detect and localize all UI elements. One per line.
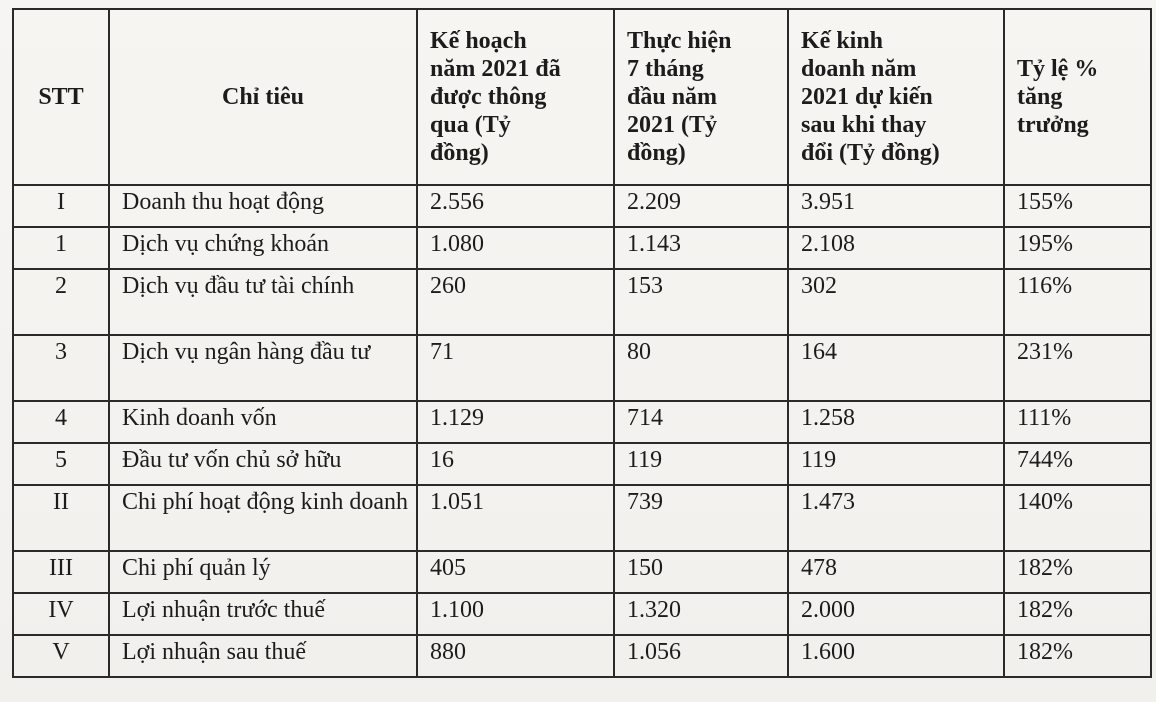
cell-ke-hoach: 1.080 [417, 227, 614, 269]
header-ke-kinh-doanh-line: Kế kinh [801, 28, 884, 54]
cell-ty-le: 140% [1004, 485, 1151, 551]
header-chi-tieu: Chỉ tiêu [109, 9, 417, 185]
cell-chi-tieu: Lợi nhuận sau thuế [109, 635, 417, 677]
header-ke-hoach-line: Kế hoạch [430, 28, 527, 54]
cell-ty-le: 111% [1004, 401, 1151, 443]
cell-chi-tieu: Đầu tư vốn chủ sở hữu [109, 443, 417, 485]
header-row [13, 9, 1151, 185]
cell-thuc-hien: 739 [614, 485, 788, 551]
cell-thuc-hien: 714 [614, 401, 788, 443]
cell-thuc-hien: 2.209 [614, 185, 788, 227]
cell-ke-hoach: 2.556 [417, 185, 614, 227]
table-row [13, 635, 1151, 677]
cell-ty-le: 182% [1004, 551, 1151, 593]
header-thuc-hien-line: 7 tháng [627, 56, 704, 82]
header-thuc-hien [614, 9, 788, 185]
cell-stt: 3 [13, 335, 109, 401]
cell-chi-tieu: Dịch vụ ngân hàng đầu tư [109, 335, 417, 401]
table-row [13, 593, 1151, 635]
cell-ke-hoach: 1.129 [417, 401, 614, 443]
cell-ty-le: 155% [1004, 185, 1151, 227]
cell-ty-le: 744% [1004, 443, 1151, 485]
cell-ke-hoach: 880 [417, 635, 614, 677]
header-ty-le-line: Tỷ lệ % [1017, 56, 1099, 82]
cell-thuc-hien: 119 [614, 443, 788, 485]
cell-ty-le: 182% [1004, 593, 1151, 635]
header-thuc-hien-line: 2021 (Tỷ [627, 112, 717, 138]
cell-ke-hoach: 71 [417, 335, 614, 401]
header-ke-kinh-doanh-line: doanh năm [801, 56, 917, 82]
cell-ke-kinh-doanh: 1.473 [788, 485, 1004, 551]
header-ty-le-line: trưởng [1017, 112, 1089, 138]
table-row [13, 335, 1151, 401]
cell-chi-tieu: Dịch vụ đầu tư tài chính [109, 269, 417, 335]
cell-ke-kinh-doanh: 164 [788, 335, 1004, 401]
header-ke-kinh-doanh-line: đổi (Tỷ đồng) [801, 140, 940, 166]
cell-ke-kinh-doanh: 478 [788, 551, 1004, 593]
header-ty-le [1004, 9, 1151, 185]
header-thuc-hien-line: đồng) [627, 140, 686, 166]
cell-ke-kinh-doanh: 1.258 [788, 401, 1004, 443]
cell-stt: III [13, 551, 109, 593]
cell-stt: V [13, 635, 109, 677]
cell-chi-tieu: Doanh thu hoạt động [109, 185, 417, 227]
cell-chi-tieu: Dịch vụ chứng khoán [109, 227, 417, 269]
cell-stt: 2 [13, 269, 109, 335]
header-thuc-hien-line: Thực hiện [627, 28, 732, 54]
cell-ke-hoach: 1.051 [417, 485, 614, 551]
cell-thuc-hien: 1.320 [614, 593, 788, 635]
header-ke-hoach-line: đồng) [430, 140, 489, 166]
header-ke-hoach [417, 9, 614, 185]
header-ty-le-line: tăng [1017, 84, 1063, 110]
cell-ke-hoach: 405 [417, 551, 614, 593]
cell-ke-kinh-doanh: 2.000 [788, 593, 1004, 635]
table-row [13, 227, 1151, 269]
cell-stt: IV [13, 593, 109, 635]
header-ke-hoach-line: được thông [430, 84, 547, 110]
cell-stt: 1 [13, 227, 109, 269]
table-row [13, 185, 1151, 227]
cell-ke-hoach: 1.100 [417, 593, 614, 635]
cell-ty-le: 231% [1004, 335, 1151, 401]
table-row [13, 485, 1151, 551]
cell-chi-tieu: Chi phí hoạt động kinh doanh [109, 485, 417, 551]
cell-chi-tieu: Chi phí quản lý [109, 551, 417, 593]
cell-ke-kinh-doanh: 302 [788, 269, 1004, 335]
header-ke-kinh-doanh-line: sau khi thay [801, 112, 927, 138]
cell-thuc-hien: 1.056 [614, 635, 788, 677]
cell-thuc-hien: 1.143 [614, 227, 788, 269]
header-stt: STT [13, 9, 109, 185]
cell-ke-hoach: 260 [417, 269, 614, 335]
cell-ke-kinh-doanh: 1.600 [788, 635, 1004, 677]
cell-stt: II [13, 485, 109, 551]
cell-ty-le: 182% [1004, 635, 1151, 677]
cell-ty-le: 195% [1004, 227, 1151, 269]
cell-stt: I [13, 185, 109, 227]
header-ke-kinh-doanh-line: 2021 dự kiến [801, 84, 933, 110]
cell-thuc-hien: 80 [614, 335, 788, 401]
cell-stt: 4 [13, 401, 109, 443]
cell-thuc-hien: 153 [614, 269, 788, 335]
header-ke-hoach-line: qua (Tỷ [430, 112, 511, 138]
table-row [13, 551, 1151, 593]
cell-chi-tieu: Lợi nhuận trước thuế [109, 593, 417, 635]
table-row [13, 401, 1151, 443]
cell-ke-kinh-doanh: 119 [788, 443, 1004, 485]
header-thuc-hien-line: đầu năm [627, 84, 718, 110]
cell-ty-le: 116% [1004, 269, 1151, 335]
cell-ke-kinh-doanh: 2.108 [788, 227, 1004, 269]
header-ke-kinh-doanh [788, 9, 1004, 185]
cell-ke-hoach: 16 [417, 443, 614, 485]
cell-ke-kinh-doanh: 3.951 [788, 185, 1004, 227]
cell-stt: 5 [13, 443, 109, 485]
table-row [13, 443, 1151, 485]
cell-thuc-hien: 150 [614, 551, 788, 593]
business-plan-table [12, 8, 1152, 678]
header-ke-hoach-line: năm 2021 đã [430, 56, 561, 82]
table-row [13, 269, 1151, 335]
cell-chi-tieu: Kinh doanh vốn [109, 401, 417, 443]
